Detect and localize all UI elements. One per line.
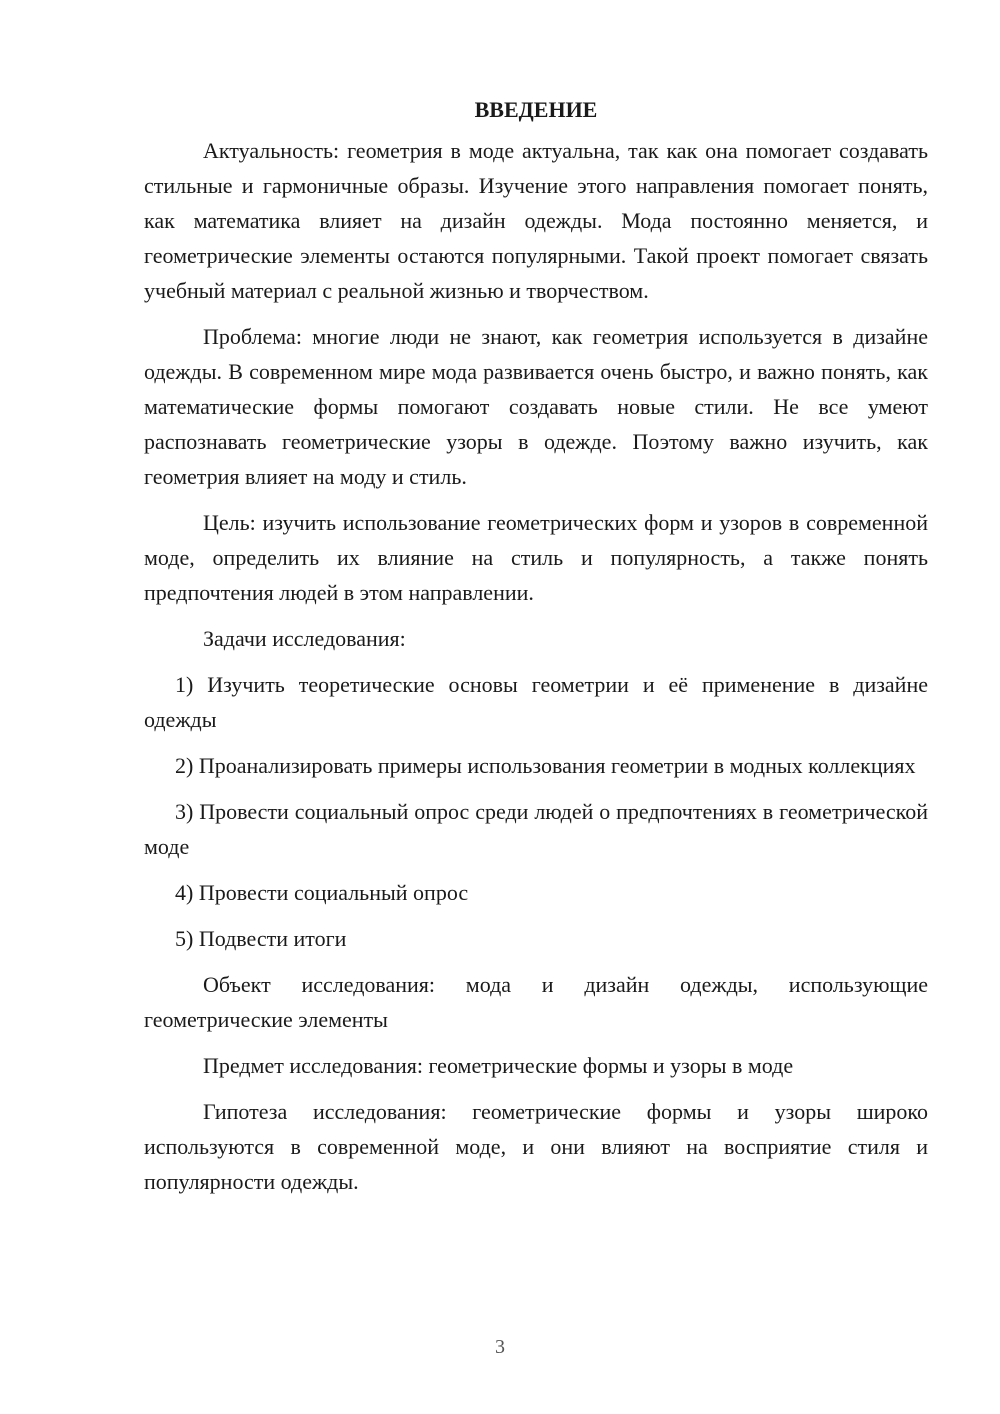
- subject-paragraph: Предмет исследования: геометрические формы и узоры в моде: [203, 1053, 794, 1078]
- task-item-3: 3) Провести социальный опрос среди людей о предпочтениях в геометрической моде: [144, 799, 928, 859]
- hypothesis-paragraph: Гипотеза исследования: геометрические формы и узоры широко используются в современной моде, и они влияют на восприятие стиля и популярности одежды.: [144, 1099, 928, 1194]
- object-paragraph: Объект исследования: мода и дизайн одежды, использующие геометрические элементы: [144, 972, 928, 1032]
- task-item-5: 5) Подвести итоги: [175, 926, 347, 951]
- goal-paragraph: Цель: изучить использование геометрических форм и узоров в современной моде, определить их влияние на стиль и популярность, а также понять предпочтения людей в этом направлении.: [144, 510, 928, 605]
- tasks-list: [144, 667, 928, 956]
- relevance-paragraph: Актуальность: геометрия в моде актуальна, так как она помогает создавать стильные и гармоничные образы. Изучение этого направления помогает понять, как математика влияет на дизайн одежды. Мода постоянно меняется, и геометрические элементы остаются популярными. Такой проект помогает связать учебный материал с реальной жизнью и творчеством.: [144, 138, 928, 303]
- page-number: 3: [495, 1336, 505, 1358]
- task-item-4: 4) Провести социальный опрос: [175, 880, 469, 905]
- page-title: ВВЕДЕНИЕ: [474, 97, 598, 122]
- task-item-2: 2) Проанализировать примеры использования геометрии в модных коллекциях: [175, 753, 916, 778]
- tasks-heading: Задачи исследования:: [203, 626, 406, 651]
- task-item-1: 1) Изучить теоретические основы геометрии и её применение в дизайне одежды: [144, 672, 928, 732]
- problem-paragraph: Проблема: многие люди не знают, как геометрия используется в дизайне одежды. В современном мире мода развивается очень быстро, и важно понять, как математические формы помогают создавать новые стили. Не все умеют распознавать геометрические узоры в одежде. Поэтому важно изучить, как геометрия влияет на моду и стиль.: [144, 324, 928, 489]
- document-page: [144, 92, 928, 1210]
